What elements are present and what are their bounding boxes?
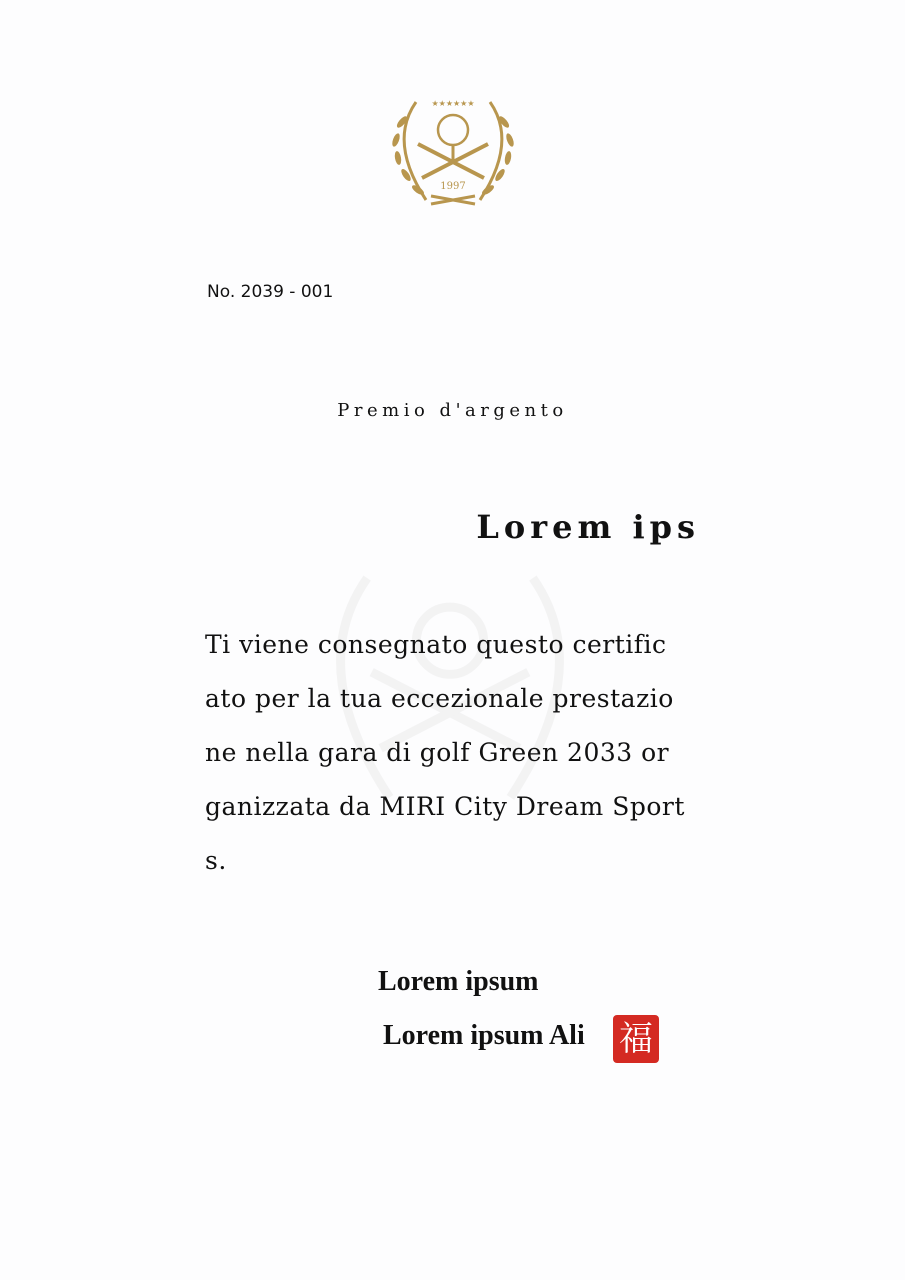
award-title: Premio d'argento [337,400,568,421]
body-line: s. [205,846,227,875]
svg-text:1997: 1997 [440,181,466,192]
body-line: ne nella gara di golf Green 2033 or [205,738,670,767]
golf-emblem-logo [386,92,520,212]
svg-text:★★★★★★: ★★★★★★ [431,99,475,108]
certificate-body [205,618,685,888]
certificate-number: No. 2039 - 001 [207,282,334,302]
body-line: ganizzata da MIRI City Dream Sport [205,792,685,821]
signature-line-1: Lorem ipsum [378,966,539,997]
recipient-name: Lorem ips [476,508,700,546]
body-line: ato per la tua eccezionale prestazio [205,684,674,713]
signature-line-2: Lorem ipsum Ali [383,1020,585,1051]
body-line: Ti viene consegnato questo certific [205,630,667,659]
red-seal-stamp-icon: 福 [613,1015,659,1063]
